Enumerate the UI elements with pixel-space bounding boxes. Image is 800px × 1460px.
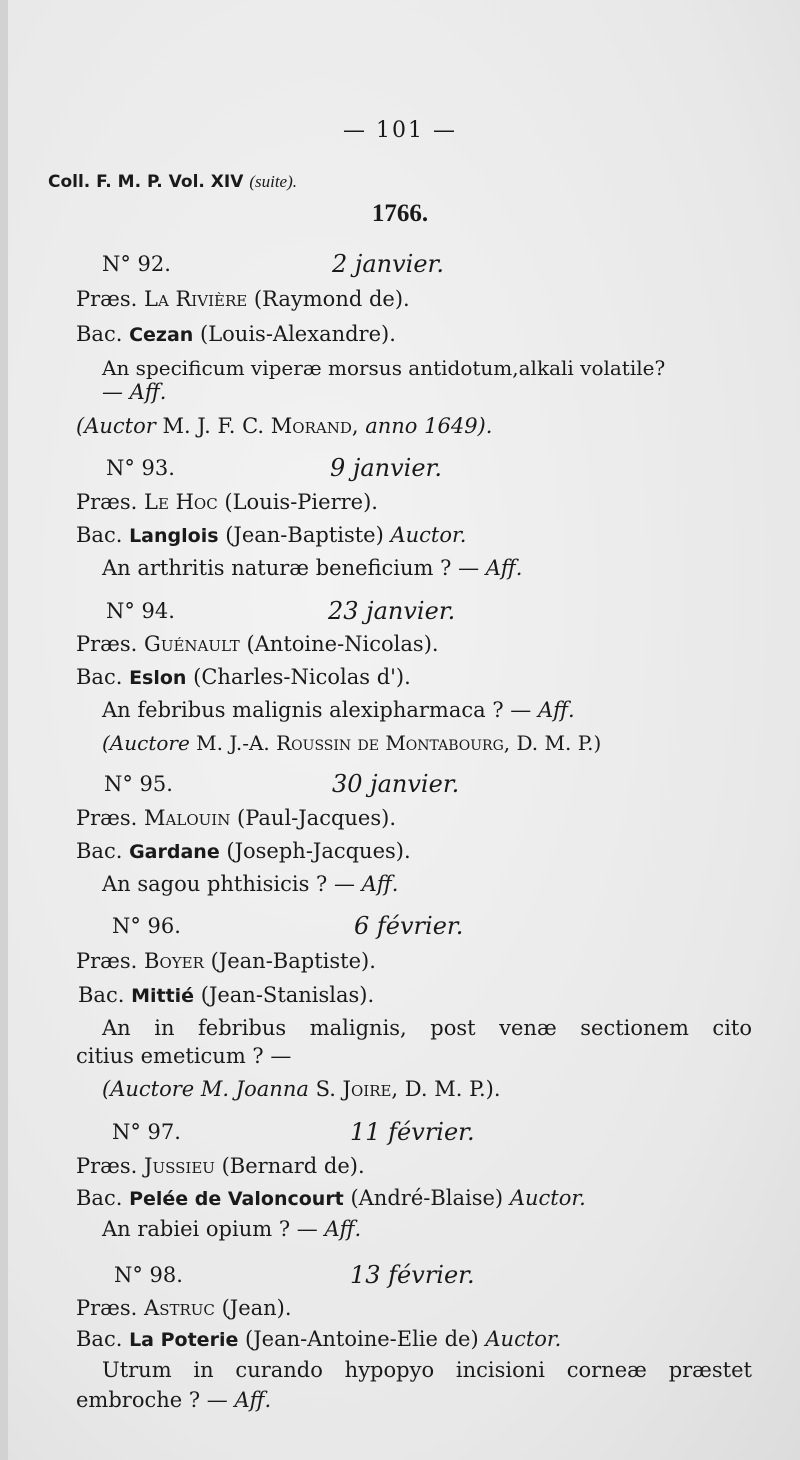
entry-date: 13 février.	[350, 1261, 475, 1289]
author-note: (Auctor M. J. F. C. Morand, anno 1649).	[76, 414, 493, 438]
bac-line: Bac. Gardane (Joseph-Jacques).	[76, 839, 411, 863]
entry-number: N° 96.	[112, 914, 181, 938]
collection-suite: (suite).	[249, 172, 297, 191]
entry-number: N° 95.	[104, 772, 173, 796]
praeses-line: Præs. Guénault (Antoine-Nicolas).	[76, 632, 439, 656]
bac-line: Bac. La Poterie (Jean-Antoine-Elie de) Auctor.	[76, 1327, 562, 1351]
bac-line: Bac. Cezan (Louis-Alexandre).	[76, 322, 396, 346]
praeses-line: Præs. Astruc (Jean).	[76, 1296, 292, 1320]
entry-number: N° 93.	[106, 456, 175, 480]
thesis-question: Utrum in curando hypopyo incisioni corneæ præstet	[102, 1358, 752, 1382]
thesis-question: An sagou phthisicis ? — Aff.	[102, 872, 399, 896]
entry-date: 30 janvier.	[332, 770, 460, 798]
page-number: — 101 —	[343, 118, 457, 143]
collection-main: Coll. F. M. P. Vol. XIV	[48, 172, 244, 192]
thesis-question: An specificum viperæ morsus antidotum,alkali volatile?	[102, 356, 666, 380]
thesis-question: An in febribus malignis, post venæ sectionem cito	[102, 1016, 752, 1040]
entry-date: 11 février.	[350, 1118, 475, 1146]
bac-line: Bac. Mittié (Jean-Stanislas).	[78, 983, 375, 1007]
collection-header	[48, 172, 297, 192]
thesis-question: An rabiei opium ? — Aff.	[102, 1217, 362, 1241]
praeses-line: Præs. Malouin (Paul-Jacques).	[76, 806, 397, 830]
entry-date: 6 février.	[354, 912, 464, 940]
thesis-question: An arthritis naturæ beneficium ? — Aff.	[102, 556, 523, 580]
praeses-line: Præs. La Rivière (Raymond de).	[76, 287, 410, 311]
thesis-question-cont: embroche ? — Aff.	[76, 1388, 272, 1412]
entry-number: N° 92.	[102, 252, 171, 276]
entry-number: N° 98.	[114, 1263, 183, 1287]
bac-line: Bac. Eslon (Charles-Nicolas d').	[76, 665, 411, 689]
praeses-line: Præs. Boyer (Jean-Baptiste).	[76, 949, 376, 973]
thesis-question-cont: citius emeticum ? —	[76, 1044, 292, 1068]
bac-line: Bac. Langlois (Jean-Baptiste) Auctor.	[76, 523, 467, 547]
author-note: (Auctore M. Joanna S. Joire, D. M. P.).	[102, 1077, 501, 1101]
year-heading: 1766.	[371, 200, 429, 227]
entry-number: N° 97.	[112, 1120, 181, 1144]
entry-date: 9 janvier.	[330, 454, 443, 482]
thesis-question: An febribus malignis alexipharmaca ? — Aff.	[102, 698, 575, 722]
praeses-line: Præs. Jussieu (Bernard de).	[76, 1154, 365, 1178]
author-note: (Auctore M. J.-A. Roussin de Montabourg, D. M. P.)	[102, 731, 602, 755]
praeses-line: Præs. Le Hoc (Louis-Pierre).	[76, 490, 378, 514]
entry-date: 23 janvier.	[328, 597, 456, 625]
entry-date: 2 janvier.	[332, 250, 445, 278]
entry-number: N° 94.	[106, 599, 175, 623]
thesis-answer: — Aff.	[102, 380, 167, 404]
bac-line: Bac. Pelée de Valoncourt (André-Blaise) Auctor.	[76, 1186, 586, 1210]
